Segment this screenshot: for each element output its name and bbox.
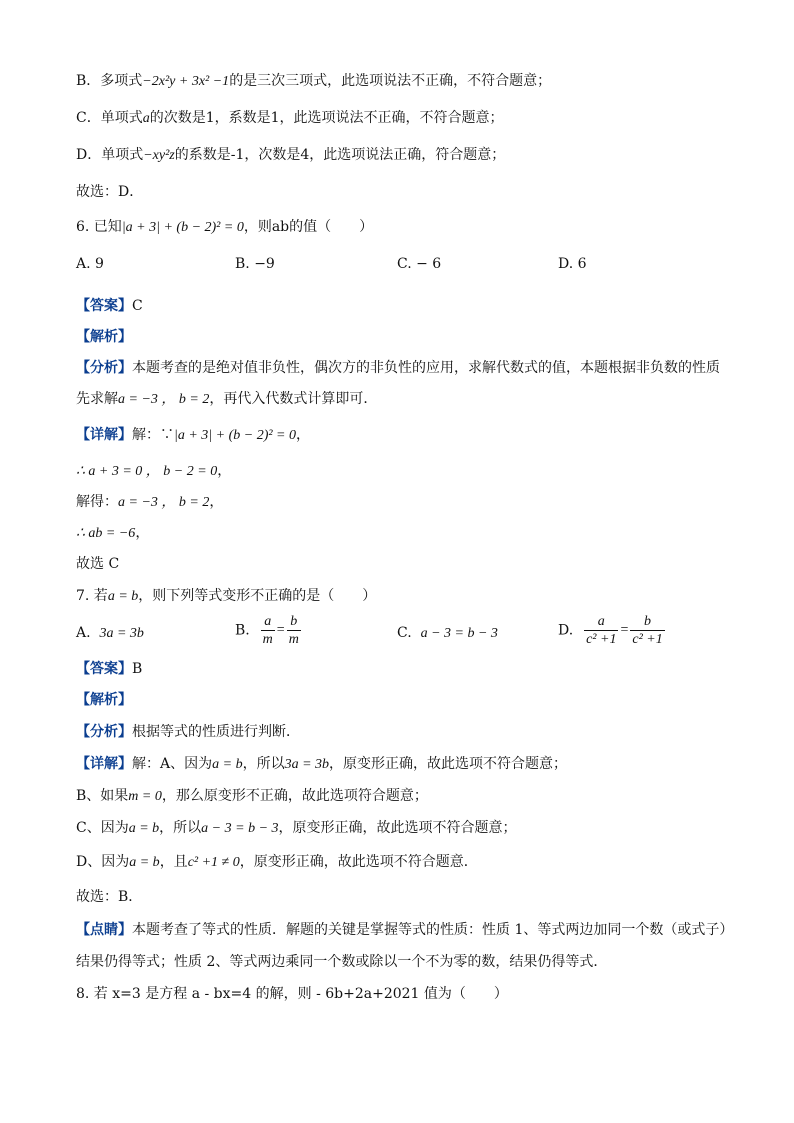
text: 的是三次三项式，此选项说法不正确，不符合题意；	[229, 73, 552, 89]
text: 7. 若	[76, 588, 108, 604]
q6-option-b: B. −9	[235, 256, 275, 272]
math: −xy²z	[143, 148, 175, 163]
math: m = 0	[128, 789, 162, 804]
math: 3a = 3b	[284, 757, 330, 772]
text: D．单项式	[76, 147, 144, 163]
math: a − 3 = b − 3	[201, 821, 279, 836]
q6-detail-line-4	[76, 523, 149, 544]
fraction	[584, 613, 618, 648]
text: B、如果	[76, 788, 129, 804]
q6-stem	[76, 217, 373, 238]
text: D、因为	[76, 854, 130, 870]
option-label: A.	[76, 625, 91, 641]
answer-tag: 【答案】	[76, 298, 132, 314]
fraction	[287, 613, 301, 648]
q5-option-c-explanation	[76, 108, 504, 129]
q5-option-d-explanation	[76, 145, 505, 166]
option-label: C.	[397, 625, 412, 641]
analysis-tag: 【解析】	[76, 692, 132, 708]
q6-analysis-heading	[76, 327, 132, 347]
math: ∴ ab = −6	[76, 526, 136, 541]
q7-option-a	[76, 623, 144, 644]
text: 解：∵	[132, 427, 174, 443]
q8-stem: 8. 若 x=3 是方程 a - bx=4 的解，则 - 6b+2a+2021 值为（ ）	[76, 986, 508, 1002]
text: B．多项式	[76, 73, 143, 89]
q6-detail-line-3	[76, 492, 223, 513]
numerator: b	[287, 613, 301, 631]
q5-choice: 故选：D．	[76, 184, 144, 200]
math: a = b	[107, 589, 139, 604]
numerator: a	[584, 613, 618, 631]
math: |a + 3| + (b − 2)² = 0	[121, 220, 244, 235]
text: 解：A、因为	[132, 756, 213, 772]
text: ，那么原变形不正确，故此选项符合题意；	[161, 788, 428, 804]
text: 本题考查的是绝对值非负性，偶次方的非负性的应用，求解代数式的值，本题根据非负数的性质	[132, 360, 720, 376]
q7-dianjing-line-2: 结果仍得等式；性质 2、等式两边乘同一个数或除以一个不为零的数，结果仍得等式．	[76, 954, 608, 970]
math: c² +1 ≠ 0	[187, 855, 240, 870]
q7-answer	[76, 659, 142, 679]
q6-detail-line-1	[76, 425, 310, 446]
text: ，再代入代数式计算即可．	[209, 391, 378, 407]
dianjing-tag: 【点睛】	[76, 922, 132, 938]
q5-option-b-explanation	[76, 71, 551, 92]
text: ，原变形正确，故此选项不符合题意；	[278, 820, 517, 836]
math: −2x²y + 3x² −1	[142, 74, 230, 89]
math: a = −3 ， b = 2	[118, 392, 210, 407]
text: 的次数是1，系数是1，此选项说法不正确，不符合题意；	[149, 110, 504, 126]
text: 本题考查了等式的性质．解题的关键是掌握等式的性质：性质 1、等式两边加同一个数（或式子）	[132, 922, 734, 938]
q6-fenxi-line-1	[76, 358, 720, 378]
denominator: c² +1	[632, 632, 663, 647]
option-label: B.	[235, 622, 250, 639]
q7-detail-line-3	[76, 818, 517, 839]
text: ，所以	[242, 756, 285, 772]
text: ，	[217, 463, 232, 479]
q7-dianjing-line-1	[76, 920, 733, 940]
analysis-tag: 【解析】	[76, 329, 132, 345]
math: a = b	[128, 821, 160, 836]
q7-choice: 故选：B．	[76, 889, 143, 905]
fraction	[630, 613, 664, 648]
q6-fenxi-line-2	[76, 389, 377, 410]
math: ∴ a + 3 = 0 ， b − 2 = 0	[76, 464, 218, 479]
math: a	[142, 111, 150, 126]
q7-option-b: B. $\frac{a}{m}$ = $\frac{b}{m}$	[235, 614, 299, 647]
q6-detail-line-2	[76, 461, 231, 482]
q6-option-a: A. 9	[76, 256, 104, 272]
q7-analysis-heading	[76, 690, 132, 710]
text: C、因为	[76, 820, 129, 836]
q6-choice: 故选 C	[76, 556, 120, 572]
text: C．单项式	[76, 110, 143, 126]
text: ，所以	[159, 820, 202, 836]
denominator: c² +1	[586, 632, 617, 647]
math: a = b	[212, 757, 243, 772]
text: ，	[209, 494, 224, 510]
q7-detail-line-1	[76, 754, 567, 775]
text: ，	[135, 525, 150, 541]
text: 先求解	[76, 391, 118, 407]
text: C	[132, 298, 143, 314]
q7-option-d: D. $\frac{a}{\text{c² +1}}$ = $\frac{b}{\text{c² +1}}$	[558, 614, 663, 647]
text: ，原变形正确，故此选项不符合题意．	[239, 854, 478, 870]
option-label: D.	[558, 622, 574, 639]
q6-option-d: D. 6	[558, 256, 587, 272]
math: a − 3 = b − 3	[420, 626, 498, 641]
denominator: m	[262, 632, 273, 647]
q7-detail-line-2	[76, 786, 428, 807]
text: ，则ab的值（ ）	[243, 219, 374, 235]
fraction	[261, 613, 275, 648]
text: ，原变形正确，故此选项不符合题意；	[329, 756, 568, 772]
xiangjie-tag: 【详解】	[76, 756, 132, 772]
text: ，则下列等式变形不正确的是（ ）	[138, 588, 377, 604]
fenxi-tag: 【分析】	[76, 724, 132, 740]
fenxi-tag: 【分析】	[76, 360, 132, 376]
math: 3a = 3b	[99, 626, 144, 641]
q6-answer	[76, 296, 143, 316]
text: B	[132, 661, 143, 677]
answer-tag: 【答案】	[76, 661, 132, 677]
q6-option-c: C. − 6	[397, 256, 442, 272]
q7-stem	[76, 586, 376, 607]
text: 根据等式的性质进行判断．	[132, 724, 300, 740]
math: a = −3 ， b = 2	[118, 495, 210, 510]
q7-detail-line-4	[76, 852, 478, 873]
math: |a + 3| + (b − 2)² = 0	[174, 428, 297, 443]
numerator: b	[630, 613, 664, 631]
math: a = b	[129, 855, 160, 870]
xiangjie-tag: 【详解】	[76, 427, 132, 443]
denominator: m	[288, 632, 299, 647]
text: 解得：	[76, 494, 118, 510]
text: 的系数是-1，次数是4，此选项说法正确，符合题意；	[174, 147, 506, 163]
text: ，	[296, 427, 311, 443]
q7-option-c	[397, 623, 498, 644]
q7-fenxi	[76, 722, 300, 742]
numerator: a	[261, 613, 275, 631]
text: ，且	[159, 854, 188, 870]
text: 6. 已知	[76, 219, 122, 235]
